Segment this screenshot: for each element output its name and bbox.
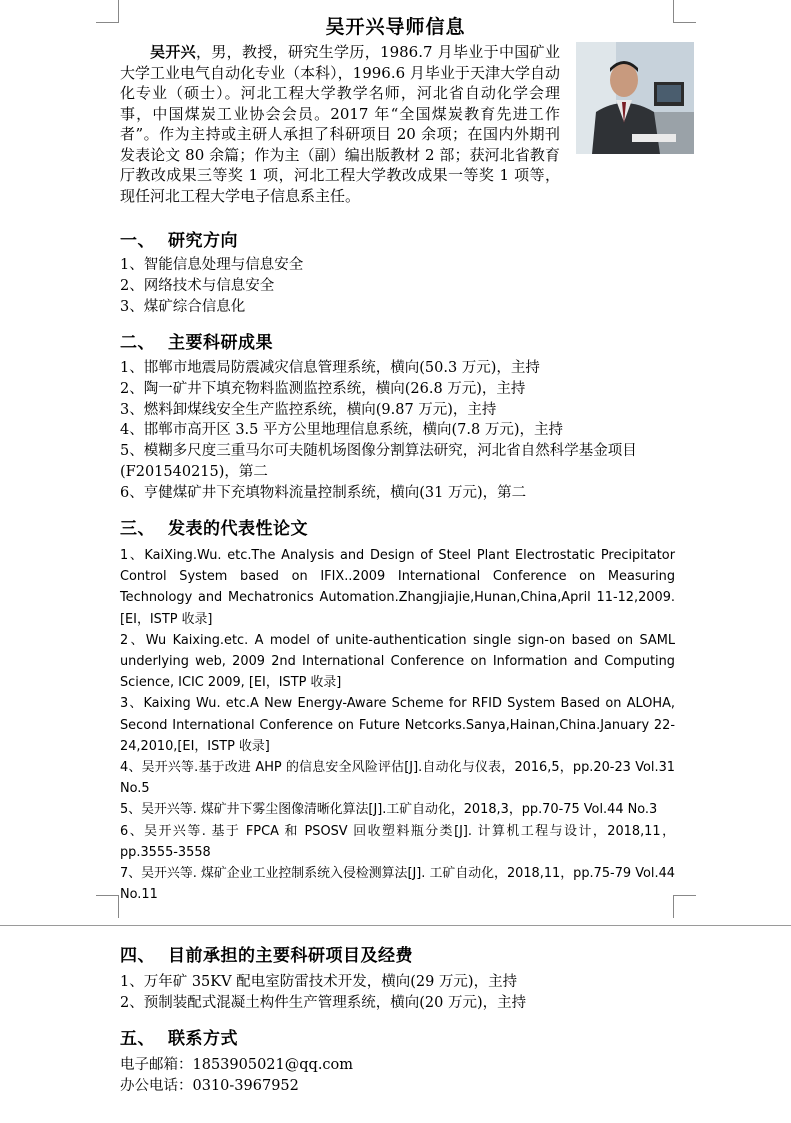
contact-email: 电子邮箱：1853905021@qq.com xyxy=(120,1057,354,1073)
section-title: 联系方式 xyxy=(168,1029,238,1049)
list-item: 1、万年矿 35KV 配电室防雷技术开发，横向(29 万元)，主持 xyxy=(120,974,518,990)
list-item: 5、吴开兴等. 煤矿井下雾尘图像清晰化算法[J].工矿自动化，2018,3，pp.70-75 Vol.44 No.3 xyxy=(120,802,658,818)
research-direction-list xyxy=(120,255,675,317)
list-item: 2、陶一矿井下填充物料监测监控系统，横向(26.8 万元)，主持 xyxy=(120,380,526,397)
list-item: 4、邯郸市高开区 3.5 平方公里地理信息系统，横向(7.8 万元)，主持 xyxy=(120,422,563,439)
section-heading-current-projects xyxy=(120,941,413,966)
section-number: 五、 xyxy=(120,1029,155,1049)
list-item: 6、亨健煤矿井下充填物料流量控制系统，横向(31 万元)，第二 xyxy=(120,484,527,501)
list-item: 3、燃料卸煤线安全生产监控系统，横向(9.87 万元)，主持 xyxy=(120,401,497,418)
section-title: 主要科研成果 xyxy=(168,333,273,353)
section-heading-research-direction xyxy=(120,226,238,251)
list-item: 4、吴开兴等.基于改进 AHP 的信息安全风险评估[J].自动化与仪表，2016,5，pp.20-23 Vol.31 No.5 xyxy=(120,760,675,797)
section-number: 一、 xyxy=(120,231,155,251)
papers-list xyxy=(120,545,675,905)
list-item: 1、智能信息处理与信息安全 xyxy=(120,257,304,273)
list-item: 2、Wu Kaixing.etc. A model of unite-authentication single sign-on based on SAML underlying web, 2009 2nd International Conference on Information and Computing Science, ICIC 2009, [EI，ISTP 收录] xyxy=(120,632,675,691)
section-number: 二、 xyxy=(120,333,155,353)
section-title: 发表的代表性论文 xyxy=(168,519,308,539)
list-item: 3、煤矿综合信息化 xyxy=(120,298,246,315)
contact-phone: 办公电话：0310-3967952 xyxy=(120,1077,299,1094)
list-item: 1、KaiXing.Wu. etc.The Analysis and Design of Steel Plant Electrostatic Precipitator Control System based on IFIX..2009 International Conference on Measuring Technology and Mechatronics Automation.Zhangjiajie,Hunan,China,April 11-12,2009.[EI，ISTP 收录] xyxy=(120,548,675,627)
bio-text: ，男，教授，研究生学历，1986.7 月毕业于中国矿业大学工业电气自动化专业（本科），1996.6 月毕业于天津大学自动化专业（硕士）。河北工程大学教学名师，河北省自动化学会理事，中国煤炭工业协会会员。2017 年“全国煤炭教育先进工作者”。作为主持或主研人承担了科研项目 20 余项；在国内外期刊发表论文 80 余篇；作为主（副）编出版教材 2 部；获河北省教育厅教改成果三等奖 1 项，河北工程大学教改成果一等奖 1 项等，现任河北工程大学电子信息系主任。 xyxy=(120,43,560,205)
section-number: 四、 xyxy=(120,946,155,966)
list-item: 1、邯郸市地震局防震减灾信息管理系统，横向(50.3 万元)，主持 xyxy=(120,360,540,376)
page-corner-mark xyxy=(96,895,119,918)
list-item: 3、Kaixing Wu. etc.A New Energy-Aware Scheme for RFID System Based on ALOHA, Second International Conference on Future Netcorks.Sanya,Hainan,China.January 22-24,2010,[EI，ISTP 收录] xyxy=(120,696,675,754)
list-item: 6、吴开兴等. 基于 FPCA 和 PSOSV 回收塑料瓶分类[J]. 计算机工程与设计，2018,11，pp.3555-3558 xyxy=(120,823,675,860)
section-heading-research-results xyxy=(120,328,273,353)
section-heading-papers xyxy=(120,514,308,539)
page-corner-mark xyxy=(673,895,696,918)
list-item: 5、模糊多尺度三重马尔可夫随机场图像分割算法研究，河北省自然科学基金项目(F201540215)，第二 xyxy=(120,443,637,480)
list-item: 2、网络技术与信息安全 xyxy=(120,277,275,294)
section-title: 研究方向 xyxy=(168,231,238,251)
current-projects-list xyxy=(120,972,675,1014)
research-results-list xyxy=(120,358,675,504)
page-title: 吴开兴导师信息 xyxy=(325,16,466,38)
bio-paragraph xyxy=(120,42,560,206)
section-heading-contact xyxy=(120,1024,238,1049)
page-break-line xyxy=(0,925,791,926)
section-number: 三、 xyxy=(120,519,155,539)
bio-name: 吴开兴 xyxy=(150,43,197,61)
section-title: 目前承担的主要科研项目及经费 xyxy=(168,946,413,966)
list-item: 7、吴开兴等. 煤矿企业工业控制系统入侵检测算法[J]. 工矿自动化，2018,11，pp.75-79 Vol.44 No.11 xyxy=(120,866,675,903)
contact-list xyxy=(120,1055,675,1097)
portrait-photo xyxy=(576,42,694,154)
list-item: 2、预制装配式混凝土构件生产管理系统，横向(20 万元)，主持 xyxy=(120,994,527,1011)
